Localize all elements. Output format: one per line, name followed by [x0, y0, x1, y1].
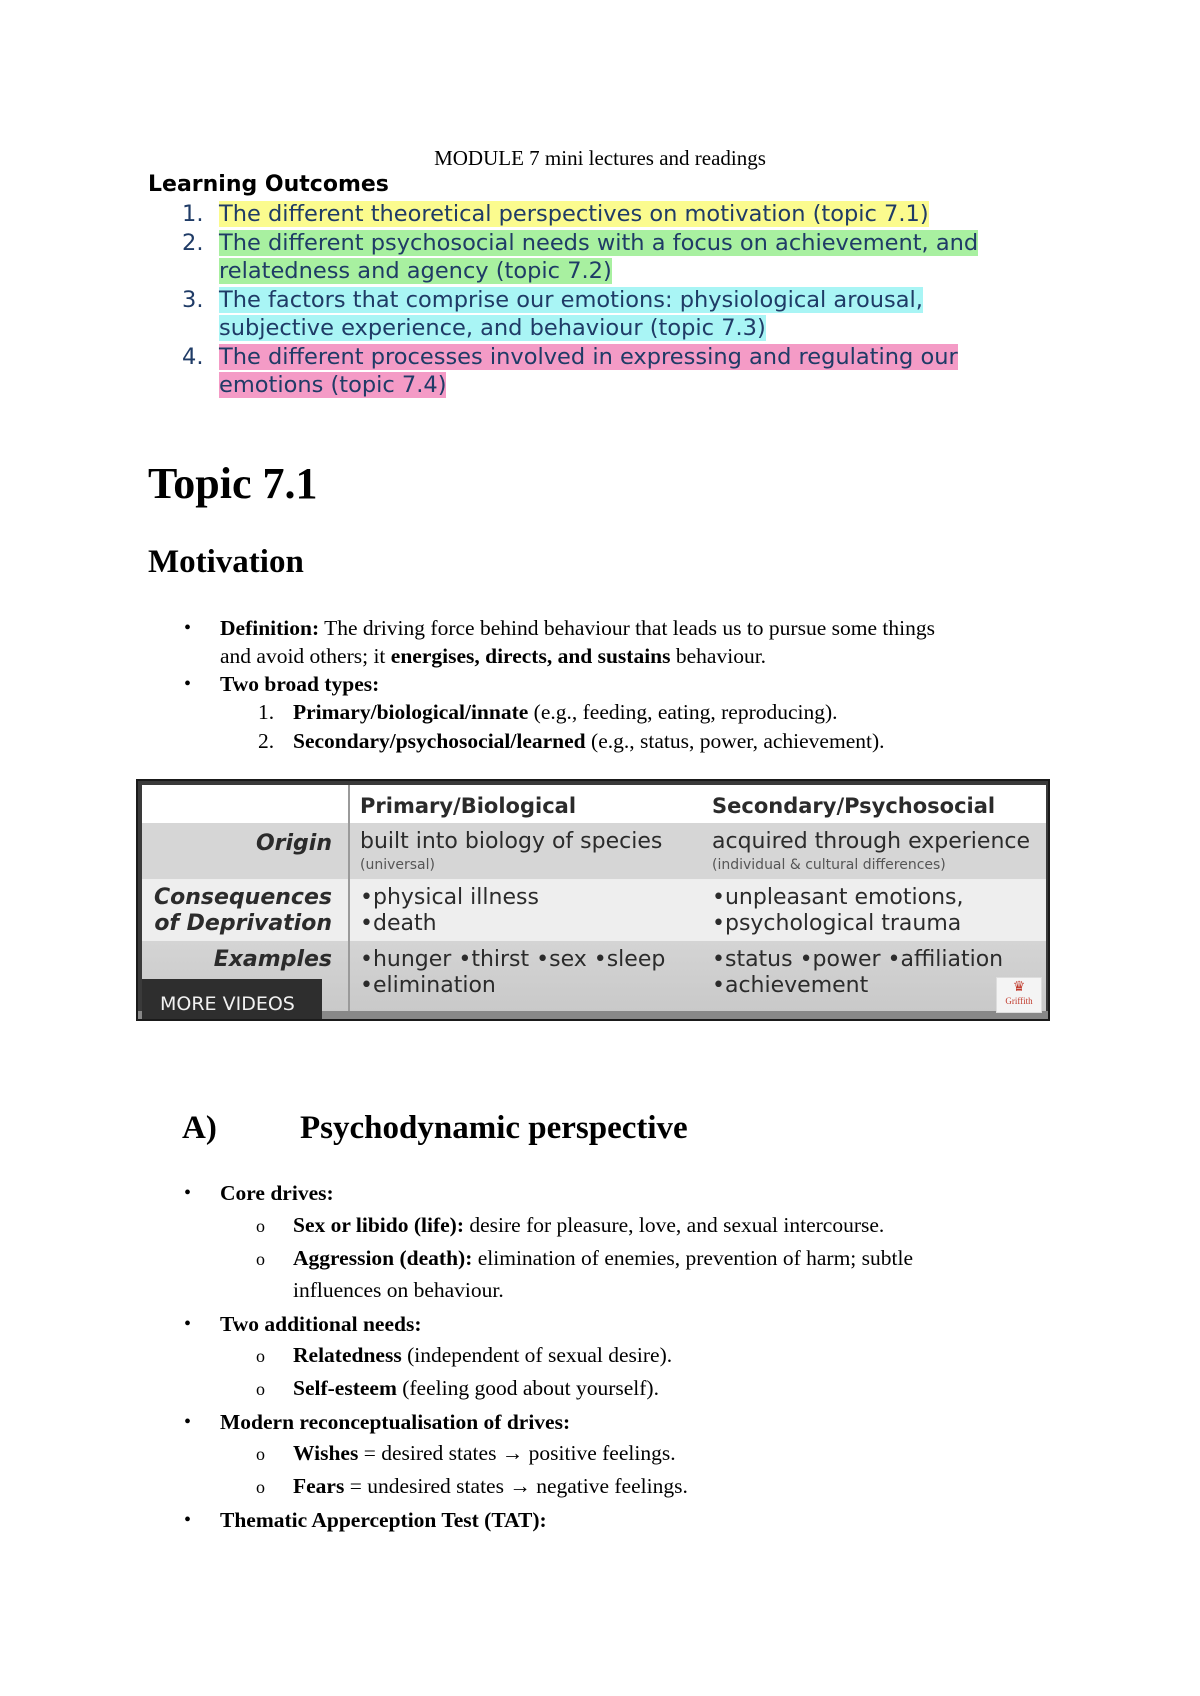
modern-label	[220, 1408, 570, 1436]
outcome-text: relatedness and agency (topic 7.2)	[219, 258, 612, 284]
definition-bold: energises, directs, and sustains	[390, 644, 671, 668]
list-item	[293, 1439, 676, 1467]
item-bold: Aggression (death):	[293, 1246, 473, 1270]
table-row	[142, 879, 1046, 941]
learning-outcomes-heading: Learning Outcomes	[148, 172, 389, 197]
additional-needs-text: Two additional needs:	[220, 1312, 422, 1336]
table-cell: •death	[360, 911, 437, 936]
item-text: desire for pleasure, love, and sexual intercourse.	[464, 1213, 885, 1237]
item-bold: Relatedness	[293, 1343, 402, 1367]
table-divider	[348, 785, 350, 1011]
item-bold: Sex or libido (life):	[293, 1213, 464, 1237]
item-text: = undesired states → negative feelings.	[344, 1474, 688, 1498]
learning-outcome-item	[148, 200, 1048, 229]
item-text: (independent of sexual desire).	[401, 1343, 673, 1367]
item-text: elimination of enemies, prevention of harm; subtle	[472, 1246, 913, 1270]
type-number: 2.	[258, 729, 275, 753]
table-cell-note: (universal)	[360, 857, 435, 873]
table-cell: •achievement	[712, 973, 869, 998]
learning-outcome-item	[148, 286, 1048, 343]
bullet-icon: •	[184, 1313, 192, 1335]
section-heading: Motivation	[148, 544, 304, 580]
list-item	[293, 1341, 672, 1369]
logo-text: Griffith	[1005, 996, 1033, 1006]
table-row	[142, 823, 1046, 879]
type-item-bold: Secondary/psychosocial/learned	[293, 729, 586, 753]
tat-text: Thematic Apperception Test (TAT):	[220, 1508, 547, 1532]
type-item-text: (e.g., status, power, achievement).	[585, 729, 885, 753]
table-cell: •hunger •thirst •sex •sleep	[360, 947, 666, 972]
table-cell-note: (individual & cultural differences)	[712, 857, 946, 873]
item-text: = desired states → positive feelings.	[358, 1441, 676, 1465]
sub-bullet-icon: o	[256, 1379, 265, 1399]
bullet-icon: •	[184, 1509, 192, 1531]
table-cell: •elimination	[360, 973, 496, 998]
core-drives-label	[220, 1179, 334, 1207]
outcome-number: 1.	[182, 201, 204, 227]
type-item	[293, 727, 885, 755]
section-letter: A)	[182, 1110, 217, 1146]
bullet-icon: •	[184, 1411, 192, 1433]
outcome-text: emotions (topic 7.4)	[219, 372, 447, 398]
types-label-text: Two broad types:	[220, 672, 380, 696]
module-title: MODULE 7 mini lectures and readings	[434, 146, 766, 170]
flame-icon: ♛	[1012, 980, 1026, 995]
bullet-icon: •	[184, 617, 192, 639]
type-number: 1.	[258, 700, 275, 724]
outcome-text: subjective experience, and behaviour (topic 7.3)	[219, 315, 766, 341]
table-cell: acquired through experience	[712, 829, 1031, 854]
table-cell: •psychological trauma	[712, 911, 962, 936]
topic-title: Topic 7.1	[148, 459, 318, 508]
core-drives-text: Core drives:	[220, 1181, 334, 1205]
item-bold: Fears	[293, 1474, 345, 1498]
griffith-logo	[996, 977, 1042, 1013]
video-table-image[interactable]	[136, 779, 1050, 1021]
item-text: (feeling good about yourself).	[396, 1376, 659, 1400]
sub-bullet-icon: o	[256, 1249, 265, 1269]
list-item	[293, 1211, 884, 1239]
column-secondary: Secondary/Psychosocial	[712, 794, 996, 818]
outcome-text: The different theoretical perspectives on motivation (topic 7.1)	[219, 201, 929, 227]
list-item	[293, 1374, 659, 1402]
bullet-icon: •	[184, 673, 192, 695]
item-text: influences on behaviour.	[293, 1278, 504, 1302]
definition-label: Definition:	[220, 616, 320, 640]
outcome-text: The factors that comprise our emotions: physiological arousal,	[219, 286, 923, 313]
row-label: Origin	[255, 831, 332, 856]
table-cell: built into biology of species	[360, 829, 663, 854]
list-item	[293, 1472, 688, 1500]
outcome-text: The different psychosocial needs with a focus on achievement, and	[219, 229, 979, 256]
learning-outcomes-list	[148, 200, 1048, 400]
sub-bullet-icon: o	[256, 1444, 265, 1464]
outcome-number: 4.	[182, 343, 204, 370]
row-label: Examples	[213, 947, 332, 972]
table-header-row	[142, 785, 1046, 823]
definition-text: and avoid others; it	[220, 644, 391, 668]
sub-bullet-icon: o	[256, 1216, 265, 1236]
modern-text: Modern reconceptualisation of drives:	[220, 1410, 571, 1434]
item-bold: Self-esteem	[293, 1376, 397, 1400]
definition-paragraph	[220, 614, 1080, 670]
table-cell: •unpleasant emotions,	[712, 885, 964, 910]
section-title: Psychodynamic perspective	[300, 1110, 688, 1146]
list-item	[293, 1244, 1053, 1308]
item-bold: Wishes	[293, 1441, 359, 1465]
types-label	[220, 670, 379, 698]
video-table	[142, 785, 1046, 1011]
outcome-number: 3.	[182, 286, 204, 313]
more-videos-button[interactable]: MORE VIDEOS	[142, 979, 322, 1019]
learning-outcome-item	[148, 229, 1048, 286]
sub-bullet-icon: o	[256, 1477, 265, 1497]
row-label: of Deprivation	[154, 911, 332, 936]
learning-outcome-item	[148, 343, 1048, 400]
type-item-text: (e.g., feeding, eating, reproducing).	[528, 700, 838, 724]
type-item-bold: Primary/biological/innate	[293, 700, 529, 724]
table-cell: •physical illness	[360, 885, 539, 910]
column-primary: Primary/Biological	[360, 794, 577, 818]
additional-needs-label	[220, 1310, 422, 1338]
bullet-icon: •	[184, 1182, 192, 1204]
type-item	[293, 698, 838, 726]
definition-text: The driving force behind behaviour that leads us to pursue some things	[319, 616, 935, 640]
sub-bullet-icon: o	[256, 1346, 265, 1366]
row-label: Consequences	[154, 885, 332, 910]
outcome-text: The different processes involved in expressing and regulating our	[219, 343, 958, 370]
table-cell: •status •power •affiliation	[712, 947, 1004, 972]
outcome-number: 2.	[182, 229, 204, 256]
tat-label	[220, 1506, 547, 1534]
definition-text: behaviour.	[670, 644, 767, 668]
